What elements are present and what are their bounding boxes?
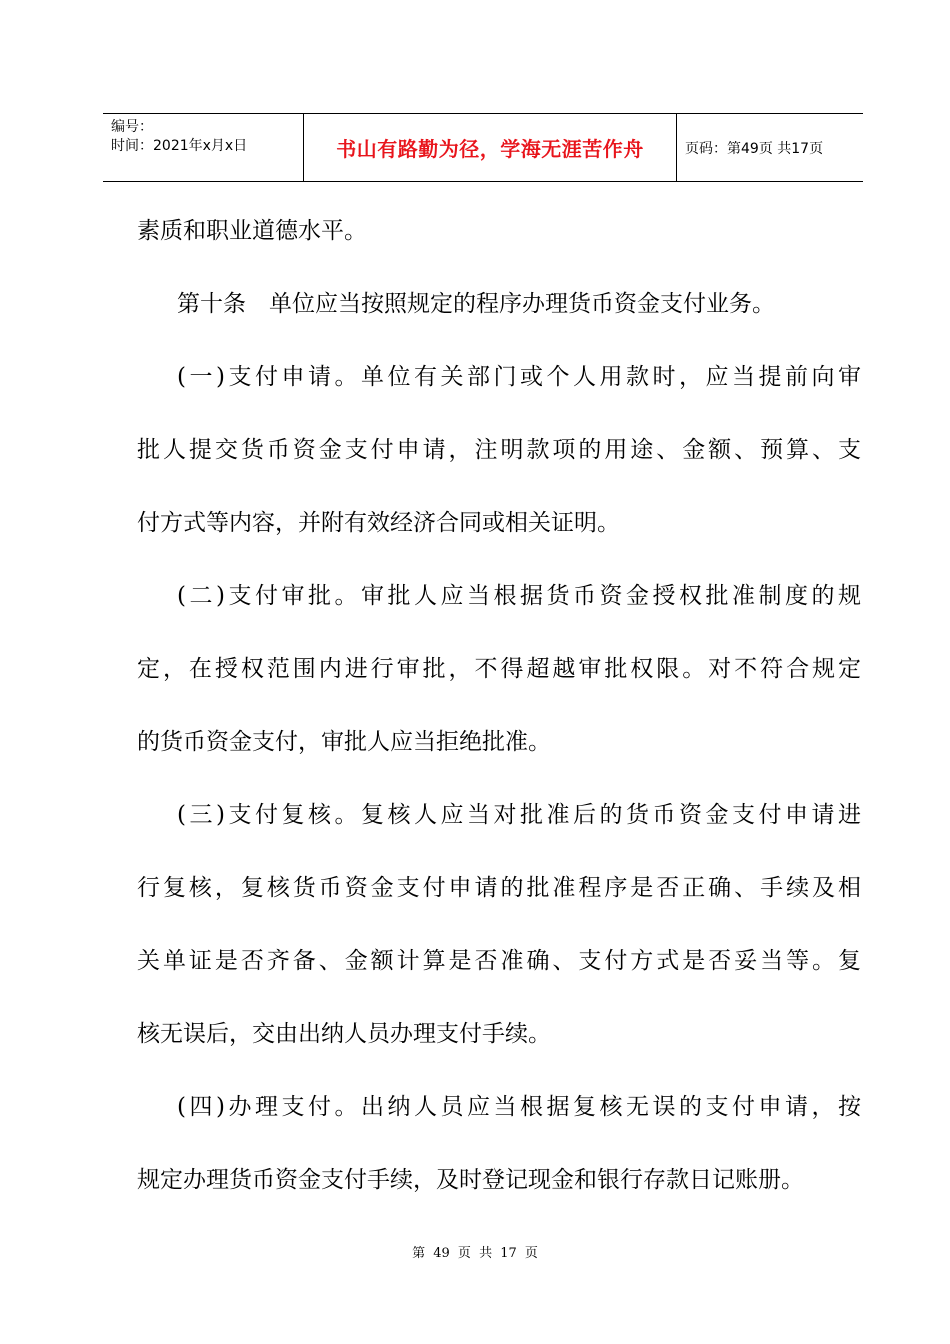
paragraph-line: 定，在授权范围内进行审批，不得超越审批权限。对不符合规定 xyxy=(137,656,861,682)
paragraph-line: 关单证是否齐备、金额计算是否准确、支付方式是否妥当等。复 xyxy=(137,948,861,974)
header-motto: 书山有路勤为径，学海无涯苦作舟 xyxy=(303,114,677,181)
serial-number-label: 编号： xyxy=(111,119,153,135)
page-footer: 第 49 页 共 17 页 xyxy=(412,1246,538,1261)
paragraph-line: 核无误后，交由出纳人员办理支付手续。 xyxy=(137,1021,551,1047)
paragraph-line: (三)支付复核。复核人应当对批准后的货币资金支付申请进 xyxy=(177,802,861,828)
header-page-number: 页码：第49页 共17页 xyxy=(685,140,824,157)
date-label: 时间：2021年x月x日 xyxy=(111,138,248,154)
paragraph-line: 素质和职业道德水平。 xyxy=(137,218,367,244)
paragraph-line: 行复核，复核货币资金支付申请的批准程序是否正确、手续及相 xyxy=(137,875,861,901)
paragraph-line: (一)支付申请。单位有关部门或个人用款时，应当提前向审 xyxy=(177,364,861,390)
header-meta xyxy=(103,114,303,181)
paragraph-line: 批人提交货币资金支付申请，注明款项的用途、金额、预算、支 xyxy=(137,437,861,463)
paragraph-line: (二)支付审批。审批人应当根据货币资金授权批准制度的规 xyxy=(177,583,861,609)
paragraph-line: 的货币资金支付，审批人应当拒绝批准。 xyxy=(137,729,551,755)
document-body xyxy=(137,208,861,1230)
paragraph-line: 规定办理货币资金支付手续，及时登记现金和银行存款日记账册。 xyxy=(137,1167,804,1193)
paragraph-line: 付方式等内容，并附有效经济合同或相关证明。 xyxy=(137,510,620,536)
paragraph-line: (四)办理支付。出纳人员应当根据复核无误的支付申请，按 xyxy=(177,1094,861,1120)
page-header xyxy=(103,113,863,182)
paragraph-line: 第十条 单位应当按照规定的程序办理货币资金支付业务。 xyxy=(177,291,775,317)
